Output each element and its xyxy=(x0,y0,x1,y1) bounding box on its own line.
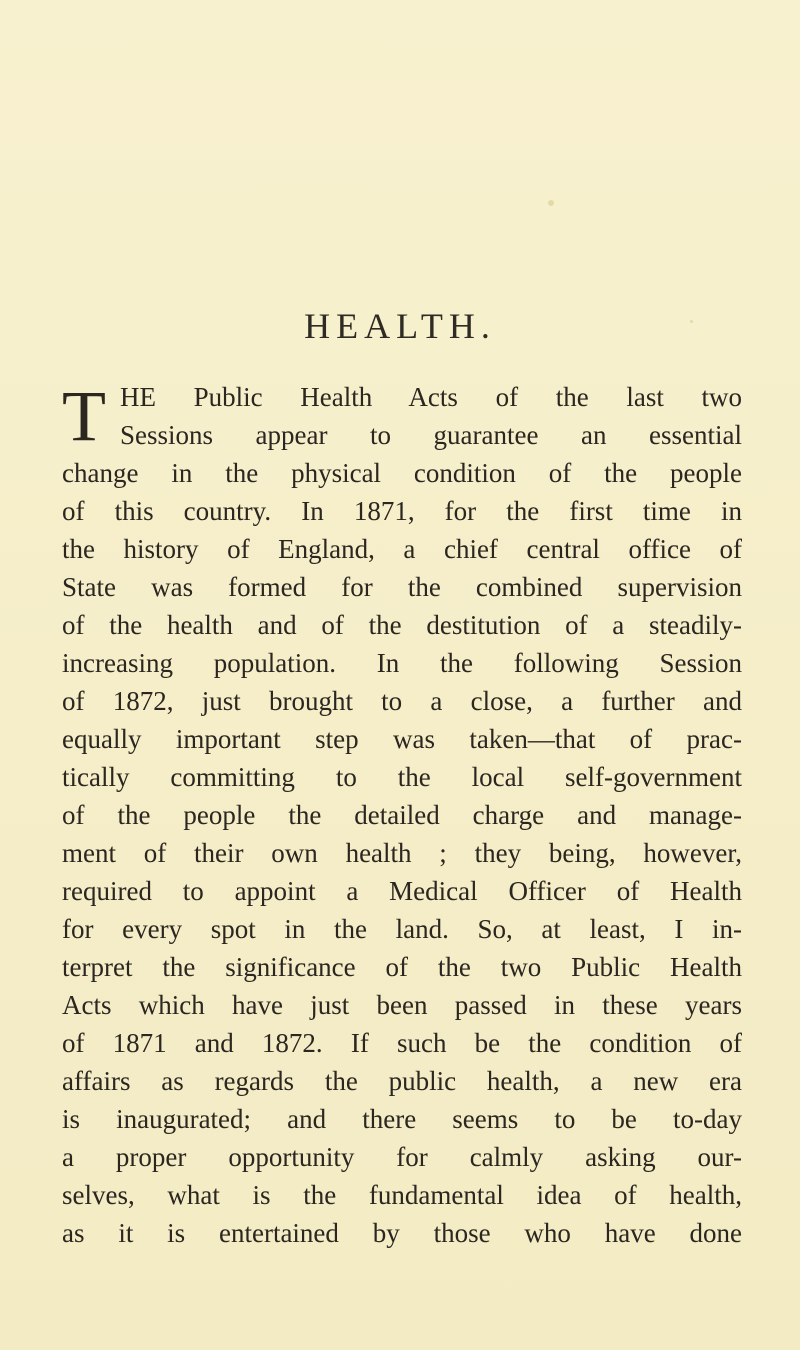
text-line: of this country. In 1871, for the first time in xyxy=(62,496,742,526)
text-line: of the people the detailed charge and manage- xyxy=(62,800,742,830)
text-line: increasing population. In the following Session xyxy=(62,648,742,678)
text-line: is inaugurated; and there seems to be to-day xyxy=(62,1104,742,1134)
paper-speck xyxy=(548,200,554,206)
text-line: Acts which have just been passed in these years xyxy=(62,990,742,1020)
text-line: of 1872, just brought to a close, a further and xyxy=(62,686,742,716)
body-text xyxy=(62,378,742,1252)
text-line: of the health and of the destitution of a steadily- xyxy=(62,610,742,640)
text-line: of 1871 and 1872. If such be the condition of xyxy=(62,1028,742,1058)
text-line: the history of England, a chief central office of xyxy=(62,534,742,564)
text-line: affairs as regards the public health, a new era xyxy=(62,1066,742,1096)
text-line: terpret the significance of the two Public Health xyxy=(62,952,742,982)
text-line: tically committing to the local self-government xyxy=(62,762,742,792)
text-line: Sessions appear to guarantee an essential xyxy=(120,420,742,450)
drop-cap: T xyxy=(62,376,106,456)
page-title: HEALTH. xyxy=(304,306,496,346)
text-line: State was formed for the combined supervision xyxy=(62,572,742,602)
text-line: HE Public Health Acts of the last two xyxy=(120,382,742,412)
text-line: required to appoint a Medical Officer of Health xyxy=(62,876,742,906)
text-line: a proper opportunity for calmly asking our- xyxy=(62,1142,742,1172)
text-line: equally important step was taken—that of prac- xyxy=(62,724,742,754)
text-line: for every spot in the land. So, at least, I in- xyxy=(62,914,742,944)
text-line: ment of their own health ; they being, however, xyxy=(62,838,742,868)
text-line: as it is entertained by those who have done xyxy=(62,1218,742,1248)
text-line: change in the physical condition of the people xyxy=(62,458,742,488)
text-line: selves, what is the fundamental idea of health, xyxy=(62,1180,742,1210)
